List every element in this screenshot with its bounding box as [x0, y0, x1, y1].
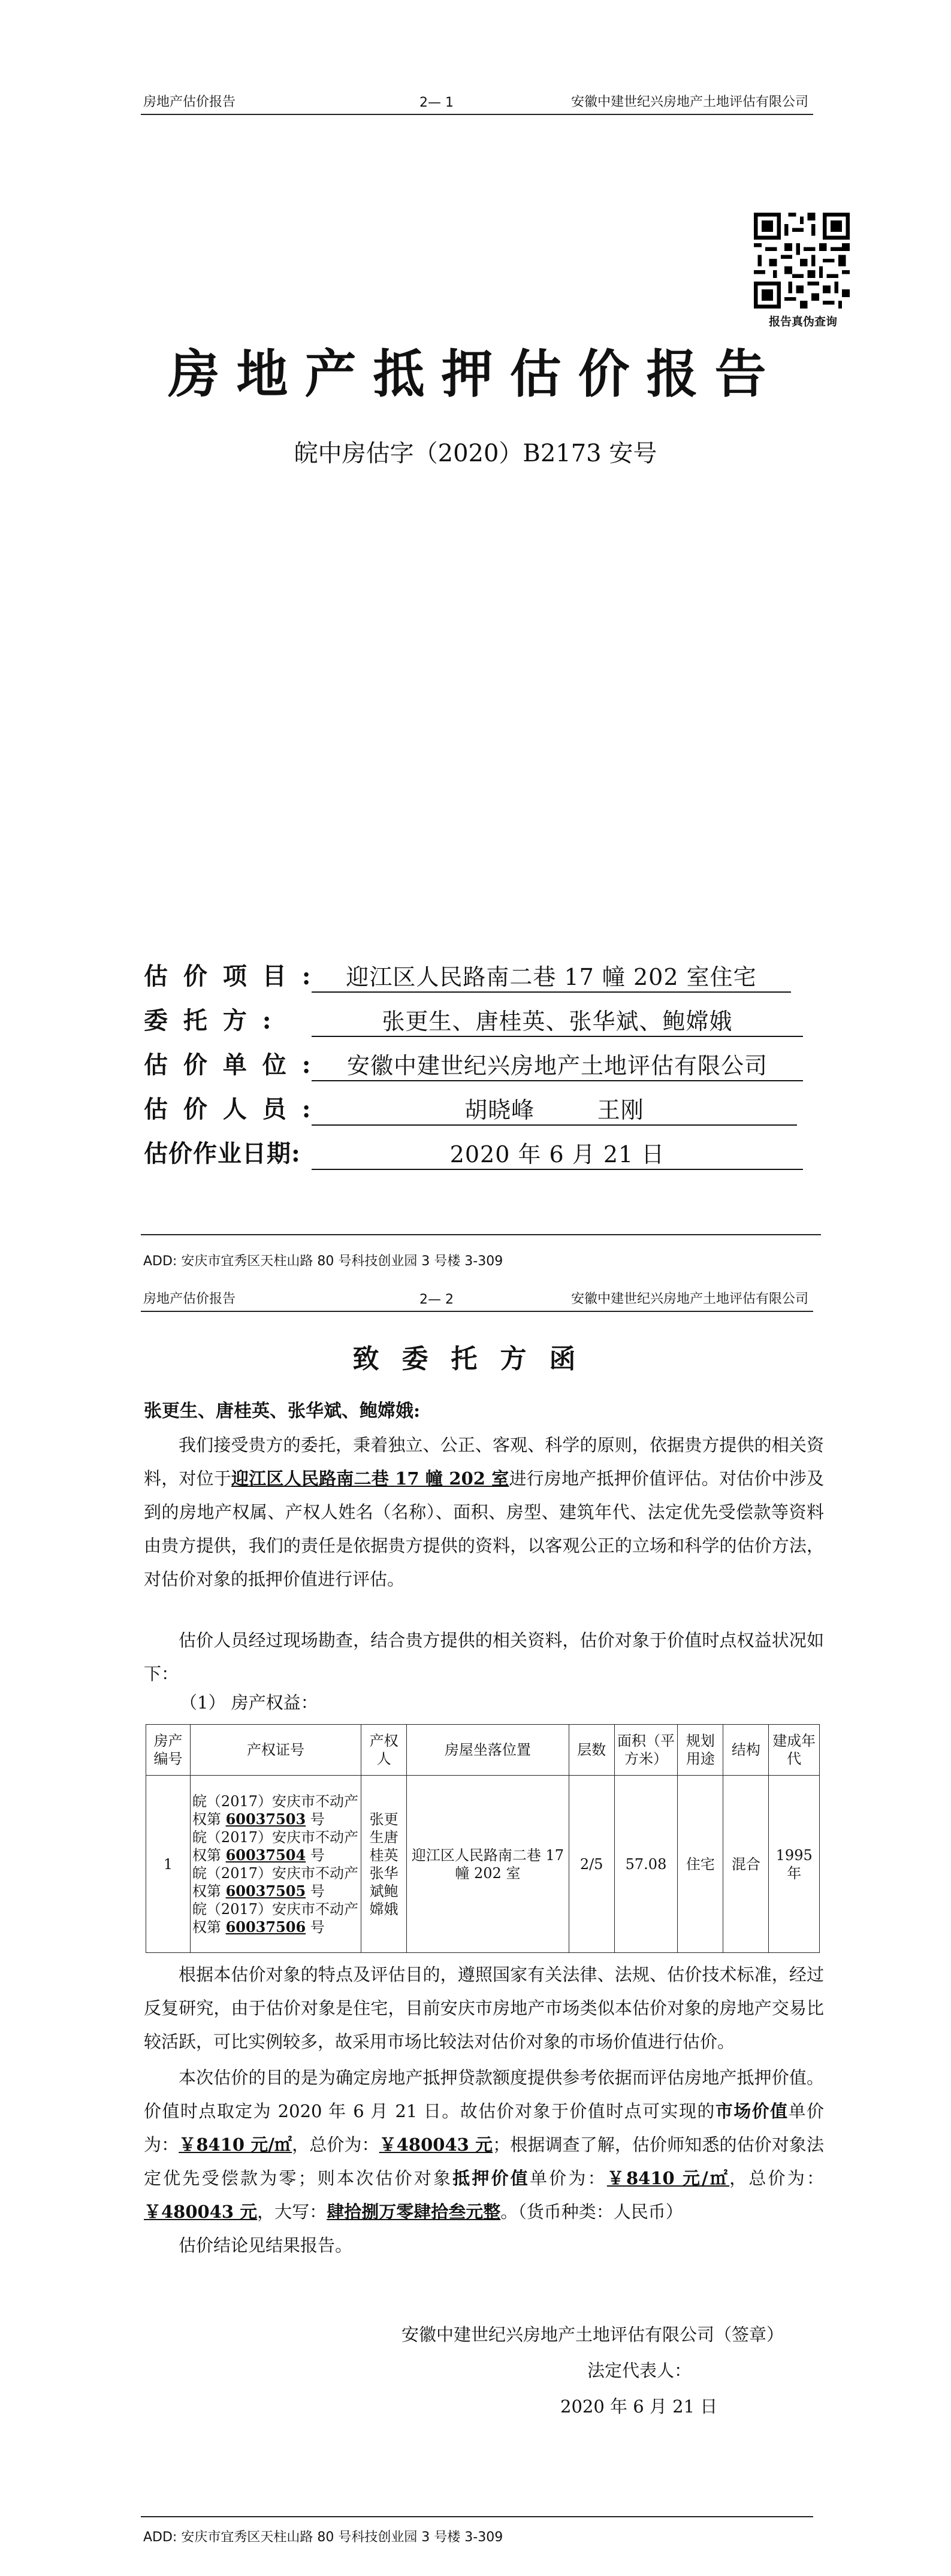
cover-label: 估 价 项 目 :: [144, 962, 315, 990]
column-header: 结构: [723, 1725, 769, 1776]
market-total-price: ￥480043 元: [379, 2134, 493, 2155]
cover-row-appraisers: [144, 1090, 314, 1124]
property-address: 迎江区人民路南二巷 17 幢 202 室: [231, 1468, 509, 1489]
certificate-line: 皖（2017）安庆市不动产权第 60037505 号: [192, 1864, 359, 1900]
header-left: 房地产估价报告: [143, 95, 236, 110]
cover-value-date: 2020 年 6 月 21 日: [312, 1136, 803, 1170]
letter-paragraph-5: 本次估价的目的是为确定房地产抵押贷款额度提供参考依据而评估房地产抵押价值。价值时点取定为 2020 年 6 月 21 日。故估价对象于价值时点可实现的市场价值单价为：￥8410 元/㎡，总价为：￥480043 元；根据调查了解，估价师知悉的估价对象法定优先受偿款为零；则本次估价对象抵押价值单价为：￥8410 元/㎡，总价为：￥480043 元，大写：肆拾捌万零肆拾叁元整。（货币种类：人民币）: [144, 2067, 824, 2222]
cell-location: 迎江区人民路南二巷 17 幢 202 室: [407, 1776, 569, 1953]
market-unit-price: ￥8410 元/㎡: [179, 2134, 292, 2155]
amount-in-words: 肆拾捌万零肆拾叁元整: [327, 2202, 501, 2222]
cell-no: 1: [146, 1776, 191, 1953]
signature-company: 安徽中建世纪兴房地产土地评估有限公司（签章）: [401, 2324, 784, 2345]
page-header: [141, 90, 813, 115]
cover-row-firm: [144, 1046, 314, 1080]
letter-paragraph-2: 估价人员经过现场勘查，结合贵方提供的相关资料，估价对象于价值时点权益状况如下：: [144, 1630, 824, 1684]
cell-floors: 2/5: [569, 1776, 614, 1953]
table-header-row: [146, 1725, 820, 1776]
column-header: 面积（平方米）: [614, 1725, 678, 1776]
text-segment: 我们接受贵方的委托，秉着独立、公正、客观、科学的原则，依据贵方提供的相关资料，对位于: [144, 1435, 824, 1489]
text-segment: 进行房地产抵押价值评估。对估价中涉及到的房地产权属、产权人姓名（名称）、面积、房型、建筑年代、法定优先受偿款等资料由贵方提供，我们的责任是依据贵方提供的资料，以客观公正的立场和科学的估价方法，对估价对象的抵押价值进行评估。: [144, 1468, 824, 1589]
salutation: 张更生、唐桂英、张华斌、鲍嫦娥:: [144, 1401, 421, 1422]
header-right: 安徽中建世纪兴房地产土地评估有限公司: [570, 1292, 808, 1307]
certificate-line: 皖（2017）安庆市不动产权第 60037506 号: [192, 1900, 359, 1936]
cell-structure: 混合: [723, 1776, 769, 1953]
column-header: 产权证号: [190, 1725, 361, 1776]
header-page-number: 2— 1: [419, 95, 454, 110]
letter-paragraph-1: [144, 1428, 824, 1596]
signature-date: 2020 年 6 月 21 日: [560, 2396, 718, 2417]
cover-value-appraisers: 胡晓峰 王刚: [312, 1092, 797, 1126]
page-footer: [141, 1234, 813, 1269]
mortgage-total-price: ￥480043 元: [144, 2202, 258, 2222]
cover-value-client: 张更生、唐桂英、张华斌、鲍嫦娥: [312, 1003, 803, 1037]
certificate-line: 皖（2017）安庆市不动产权第 60037503 号: [192, 1792, 359, 1828]
mortgage-unit-price: ￥8410 元/㎡: [606, 2168, 730, 2188]
column-header: 房屋坐落位置: [407, 1725, 569, 1776]
page-footer: [141, 2516, 813, 2545]
header-page-number: 2— 2: [419, 1292, 454, 1307]
header-left: 房地产估价报告: [143, 1292, 236, 1307]
column-header: 房产编号: [146, 1725, 191, 1776]
cover-value-project: 迎江区人民路南二巷 17 幢 202 室住宅: [312, 959, 791, 993]
footer-address: ADD: 安庆市宜秀区天柱山路 80 号科技创业园 3 号楼 3-309: [143, 2530, 503, 2545]
cover-label: 估 价 单 位 :: [144, 1051, 315, 1079]
market-value-term: 市场价值: [715, 2101, 789, 2121]
cell-area: 57.08: [614, 1776, 678, 1953]
qr-caption: 报告真伪查询: [768, 315, 837, 328]
rights-table: [146, 1724, 820, 1953]
letter-title: 致委托方函: [352, 1344, 599, 1374]
column-header: 产权人: [361, 1725, 407, 1776]
header-right: 安徽中建世纪兴房地产土地评估有限公司: [570, 95, 808, 110]
report-number: 皖中房估字（2020）B2173 安号: [294, 440, 657, 467]
letter-paragraph-4: 根据本估价对象的特点及评估目的，遵照国家有关法律、法规、估价技术标准，经过反复研究，由于估价对象是住宅，目前安庆市房地产市场类似本估价对象的房地产交易比较活跃，可比实例较多，故采用市场比较法对估价对象的市场价值进行估价。: [144, 1964, 824, 2052]
table-row: [146, 1776, 820, 1953]
cell-certificates: [190, 1776, 361, 1953]
cover-label: 委 托 方 :: [144, 1006, 275, 1035]
letter-paragraph-6: 估价结论见结果报告。: [179, 2235, 353, 2255]
section-label: （1） 房产权益：: [180, 1692, 318, 1713]
column-header: 建成年代: [769, 1725, 820, 1776]
qr-code-icon[interactable]: [754, 213, 850, 309]
cover-label: 估价作业日期:: [144, 1139, 301, 1168]
mortgage-value-term: 抵押价值: [452, 2168, 530, 2188]
cover-row-date: [144, 1135, 301, 1169]
cell-year: 1995 年: [769, 1776, 820, 1953]
cover-row-project: [144, 957, 314, 991]
column-header: 层数: [569, 1725, 614, 1776]
cover-value-firm: 安徽中建世纪兴房地产土地评估有限公司: [312, 1047, 803, 1081]
cover-row-client: [144, 1002, 275, 1036]
cell-use: 住宅: [678, 1776, 723, 1953]
footer-address: ADD: 安庆市宜秀区天柱山路 80 号科技创业园 3 号楼 3-309: [143, 1254, 503, 1269]
report-title: 房地产抵押估价报告: [168, 344, 783, 404]
cell-owners: 张更生唐桂英张华斌鲍嫦娥: [361, 1776, 407, 1953]
column-header: 规划用途: [678, 1725, 723, 1776]
cover-label: 估 价 人 员 :: [144, 1095, 315, 1123]
signature-representative: 法定代表人：: [587, 2360, 692, 2381]
certificate-line: 皖（2017）安庆市不动产权第 60037504 号: [192, 1828, 359, 1864]
page-header: [141, 1288, 813, 1312]
